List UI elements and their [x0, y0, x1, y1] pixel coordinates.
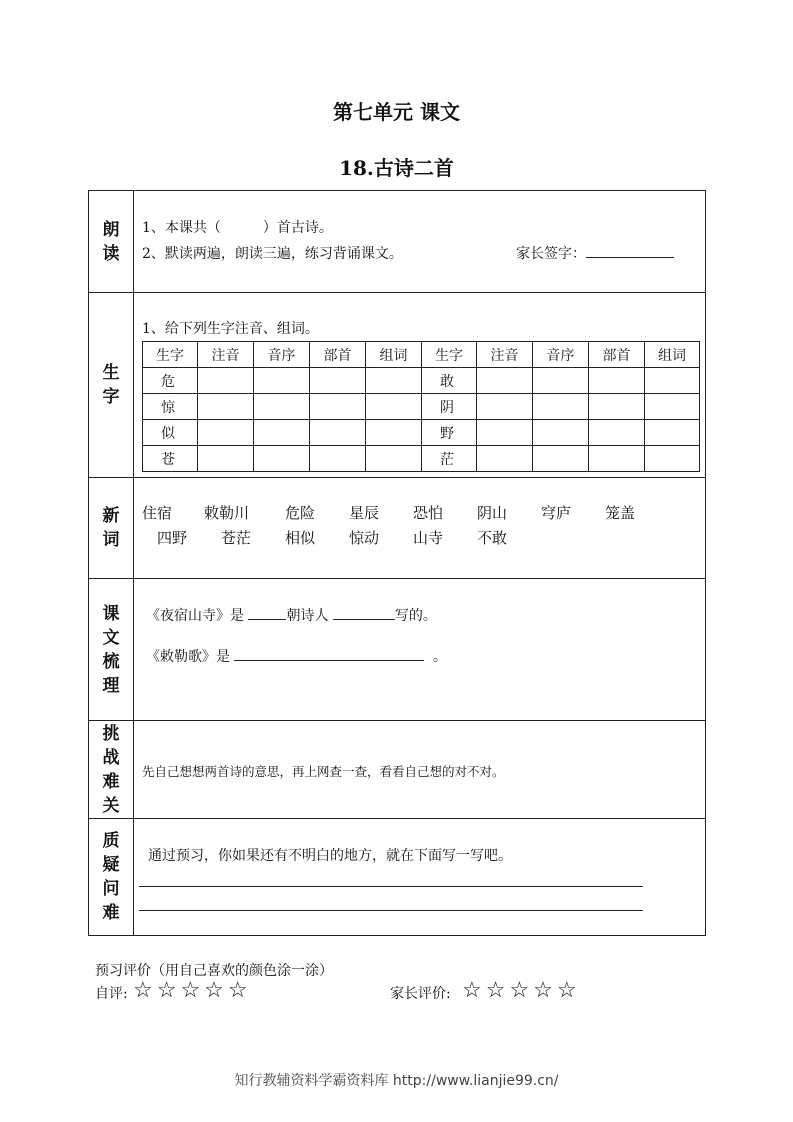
answer-cell[interactable] [589, 368, 645, 394]
text-review-section [89, 579, 705, 721]
signature-blank[interactable] [586, 243, 674, 258]
challenge-label: 挑 战 难 关 [89, 721, 134, 818]
answer-cell[interactable] [645, 420, 700, 446]
header-cell: 注音 [198, 342, 254, 368]
header-cell: 部首 [310, 342, 366, 368]
table-row [143, 420, 700, 446]
character-cell: 阴 [422, 394, 477, 420]
word-item: 敕勒川 [204, 504, 250, 522]
answer-cell[interactable] [366, 368, 422, 394]
questions-text: 通过预习，你如果还有不明白的地方，就在下面写一写吧。 [148, 848, 512, 864]
word-item: 穹庐 [541, 504, 572, 522]
answer-cell[interactable] [477, 394, 533, 420]
review-line-2-end: 。 [432, 649, 447, 665]
preview-evaluation [95, 960, 333, 980]
new-words-label: 新 词 [89, 478, 134, 578]
word-item: 住宿 [142, 504, 173, 522]
self-eval-label: 自评: [95, 986, 128, 1002]
word-item: 四野 [157, 529, 188, 547]
review-answer-blank[interactable] [234, 646, 424, 661]
word-item: 不敢 [477, 529, 508, 547]
answer-cell[interactable] [533, 446, 589, 472]
table-row [143, 368, 700, 394]
lesson-title: 18.古诗二首 [339, 156, 454, 180]
reading-section [89, 191, 705, 293]
answer-line-2[interactable] [139, 910, 643, 911]
table-row [143, 394, 700, 420]
answer-cell[interactable] [254, 394, 310, 420]
answer-cell[interactable] [366, 420, 422, 446]
header-cell: 组词 [366, 342, 422, 368]
answer-cell[interactable] [477, 420, 533, 446]
footer-watermark: 知行教辅资料学霸资料库 http://www.lianjie99.cn/ [234, 1073, 559, 1089]
answer-line-1[interactable] [139, 886, 643, 887]
text-review-label: 课 文 梳 理 [89, 579, 134, 720]
answer-cell[interactable] [645, 446, 700, 472]
self-eval-stars[interactable]: ☆☆☆☆☆ [133, 978, 252, 1003]
answer-cell[interactable] [589, 446, 645, 472]
answer-cell[interactable] [533, 420, 589, 446]
challenge-text: 先自己想想两首诗的意思，再上网查一查，看看自己想的对不对。 [142, 764, 505, 779]
parent-signature [516, 243, 674, 263]
signature-label: 家长签字： [516, 246, 586, 262]
answer-cell[interactable] [477, 446, 533, 472]
word-item: 山寺 [413, 529, 444, 547]
poet-blank[interactable] [333, 605, 395, 620]
character-cell: 危 [143, 368, 198, 394]
word-item: 苍茫 [221, 529, 252, 547]
character-cell: 野 [422, 420, 477, 446]
word-item: 危险 [285, 504, 316, 522]
header-cell: 音序 [254, 342, 310, 368]
characters-table-header [143, 342, 700, 368]
word-item: 阴山 [477, 504, 508, 522]
review-line-2 [146, 646, 447, 666]
character-cell: 敢 [422, 368, 477, 394]
worksheet-table [88, 190, 706, 936]
character-cell: 惊 [143, 394, 198, 420]
review-line-1 [146, 605, 437, 625]
questions-label: 质 疑 问 难 [89, 819, 134, 935]
questions-section [89, 819, 705, 935]
header-cell: 组词 [645, 342, 700, 368]
answer-cell[interactable] [533, 394, 589, 420]
answer-cell[interactable] [254, 420, 310, 446]
answer-cell[interactable] [198, 446, 254, 472]
header-cell: 注音 [477, 342, 533, 368]
characters-label: 生 字 [89, 293, 134, 477]
parent-eval-label: 家长评价: [390, 986, 451, 1002]
answer-cell[interactable] [198, 394, 254, 420]
challenge-section [89, 721, 705, 819]
header-cell: 音序 [533, 342, 589, 368]
answer-cell[interactable] [310, 394, 366, 420]
answer-cell[interactable] [310, 368, 366, 394]
answer-cell[interactable] [254, 446, 310, 472]
answer-cell[interactable] [198, 368, 254, 394]
characters-instruction: 1、给下列生字注音、组词。 [142, 321, 319, 337]
characters-section [89, 293, 705, 478]
answer-cell[interactable] [645, 394, 700, 420]
answer-cell[interactable] [310, 446, 366, 472]
word-item: 恐怕 [413, 504, 444, 522]
evaluation-title: 预习评价（用自己喜欢的颜色涂一涂） [95, 963, 333, 979]
reading-item-1: 1、本课共（ ）首古诗。 [142, 220, 333, 236]
answer-cell[interactable] [533, 368, 589, 394]
answer-cell[interactable] [589, 420, 645, 446]
reading-label: 朗 读 [89, 191, 134, 292]
unit-title: 第七单元 课文 [333, 100, 460, 124]
characters-table [142, 341, 700, 472]
dynasty-blank[interactable] [248, 605, 286, 620]
answer-cell[interactable] [589, 394, 645, 420]
header-cell: 部首 [589, 342, 645, 368]
review-line-2-start: 《敕勒歌》是 [146, 649, 230, 665]
answer-cell[interactable] [366, 394, 422, 420]
answer-cell[interactable] [645, 368, 700, 394]
table-row [143, 446, 700, 472]
word-item: 惊动 [349, 529, 380, 547]
parent-eval-stars[interactable]: ☆☆☆☆☆ [462, 978, 581, 1003]
answer-cell[interactable] [310, 420, 366, 446]
character-cell: 苍 [143, 446, 198, 472]
answer-cell[interactable] [477, 368, 533, 394]
header-cell: 生字 [422, 342, 477, 368]
review-line-1-mid: 朝诗人 [286, 608, 329, 624]
word-item: 相似 [285, 529, 316, 547]
new-words-section [89, 478, 705, 579]
character-cell: 似 [143, 420, 198, 446]
answer-cell[interactable] [254, 368, 310, 394]
word-item: 星辰 [349, 504, 380, 522]
word-item: 笼盖 [605, 504, 636, 522]
review-line-1-end: 写的。 [394, 608, 437, 624]
answer-cell[interactable] [366, 446, 422, 472]
review-line-1-start: 《夜宿山寺》是 [146, 608, 244, 624]
answer-cell[interactable] [198, 420, 254, 446]
reading-item-2: 2、默读两遍，朗读三遍，练习背诵课文。 [142, 246, 403, 262]
header-cell: 生字 [143, 342, 198, 368]
character-cell: 茫 [422, 446, 477, 472]
